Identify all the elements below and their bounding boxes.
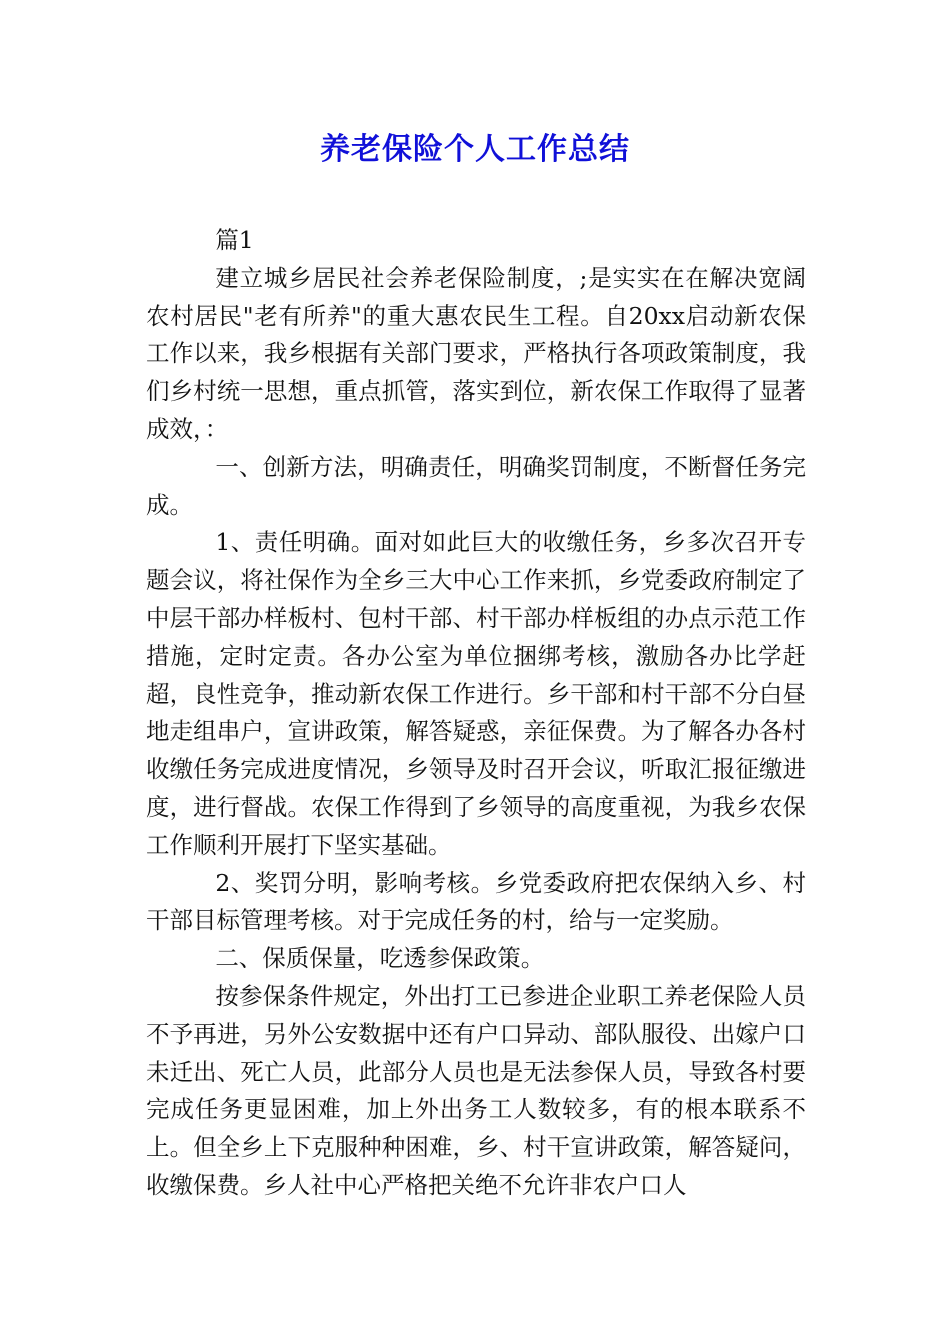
intro-paragraph: 建立城乡居民社会养老保险制度，;是实实在在解决宽阔农村居民"老有所养"的重大惠农民生工程。自20xx启动新农保工作以来，我乡根据有关部门要求，严格执行各项政策制度，我们乡村统一思想，重点抓管，落实到位，新农保工作取得了显著成效，： <box>146 263 806 443</box>
conditions-paragraph: 按参保条件规定，外出打工已参进企业职工养老保险人员不予再进，另外公安数据中还有户口异动、部队服役、出嫁户口未迁出、死亡人员，此部分人员也是无法参保人员，导致各村要完成任务更显困难，加上外出务工人数较多，有的根本联系不上。但全乡上下克服种种困难，乡、村干宣讲政策，解答疑问，收缴保费。乡人社中心严格把关绝不允许非农户口人 <box>146 981 806 1199</box>
document-body <box>146 222 806 1205</box>
section-label: 篇1 <box>215 226 254 254</box>
item-two-paragraph: 2、奖罚分明，影响考核。乡党委政府把农保纳入乡、村干部目标管理考核。对于完成任务的村，给与一定奖励。 <box>146 868 806 935</box>
item-one-paragraph: 1、责任明确。面对如此巨大的收缴任务，乡多次召开专题会议，将社保作为全乡三大中心工作来抓，乡党委政府制定了中层干部办样板村、包村干部、村干部办样板组的办点示范工作措施，定时定责。各办公室为单位捆绑考核，激励各办比学赶超，良性竞争，推动新农保工作进行。乡干部和村干部不分白昼地走组串户，宣讲政策，解答疑惑，亲征保费。为了解各办各村收缴任务完成进度情况，乡领导及时召开会议，听取汇报征缴进度，进行督战。农保工作得到了乡领导的高度重视，为我乡农保工作顺利开展打下坚实基础。 <box>146 528 806 859</box>
heading-two: 二、保质保量，吃透参保政策。 <box>215 944 545 973</box>
heading-one: 一、创新方法，明确责任，明确奖罚制度，不断督任务完成。 <box>146 452 806 519</box>
document-title: 养老保险个人工作总结 <box>320 132 630 167</box>
